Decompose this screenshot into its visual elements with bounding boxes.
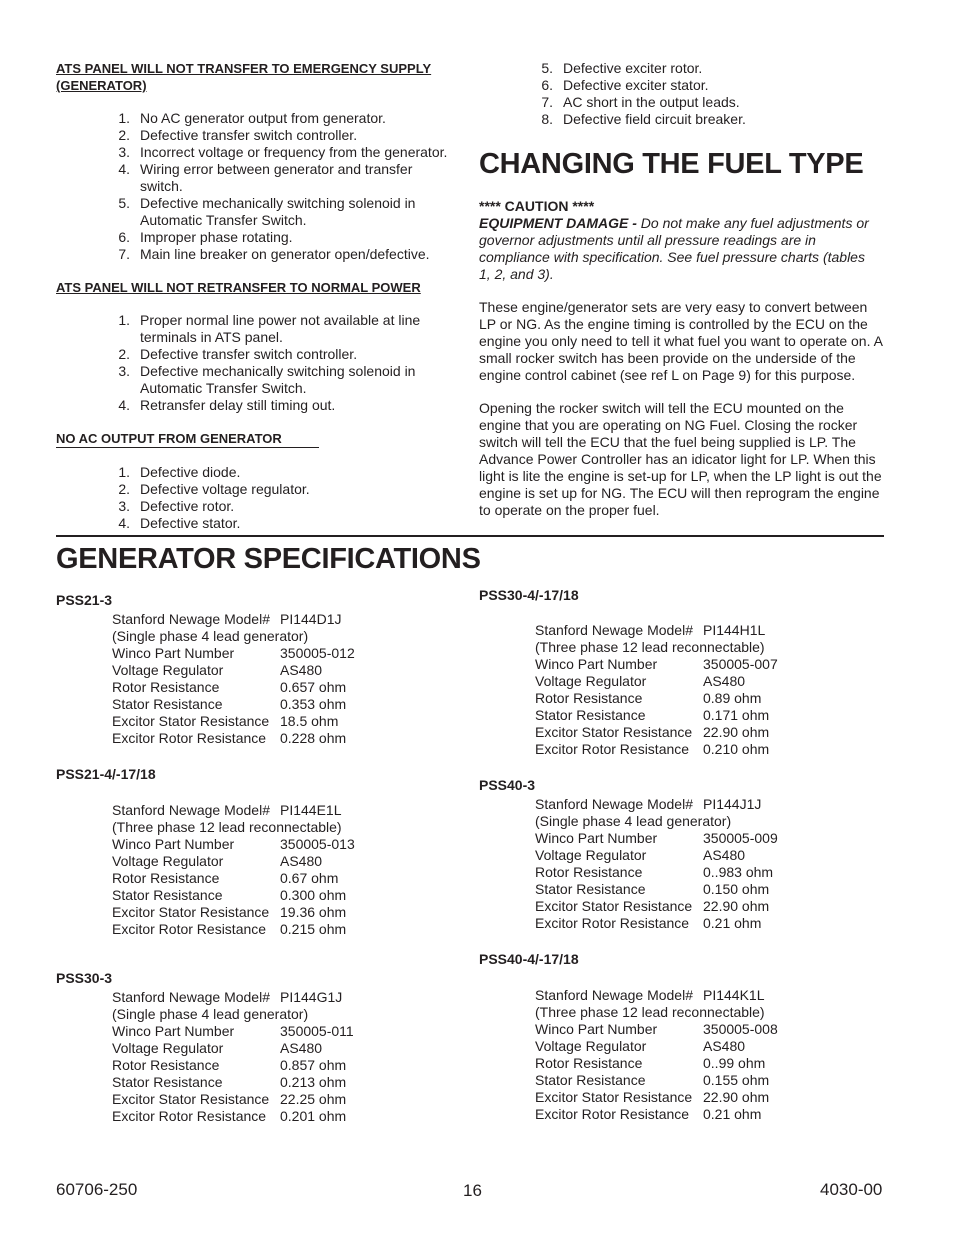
list-item-text: No AC generator output from generator. bbox=[140, 110, 386, 126]
no-ac-list-continued bbox=[535, 60, 880, 128]
spec-label: Stanford Newage Model# bbox=[535, 796, 693, 812]
list-item-text: Defective diode. bbox=[140, 464, 241, 480]
spec-row-model bbox=[535, 796, 835, 813]
spec-row-model bbox=[112, 989, 412, 1006]
specs-title: GENERATOR SPECIFICATIONS bbox=[56, 543, 481, 575]
spec-label: Stanford Newage Model# bbox=[112, 989, 270, 1005]
spec-row bbox=[112, 1091, 412, 1108]
list-item-number: 1. bbox=[118, 110, 130, 126]
list-item-text: Proper normal line power not available at line terminals in ATS panel. bbox=[140, 312, 421, 345]
spec-row bbox=[112, 1040, 412, 1057]
list-item bbox=[535, 60, 880, 77]
spec-row-model bbox=[112, 611, 412, 628]
spec-value: 0.21 ohm bbox=[703, 915, 762, 931]
spec-value: 350005-009 bbox=[703, 830, 778, 846]
list-item-number: 3. bbox=[118, 498, 130, 514]
spec-label: Stanford Newage Model# bbox=[535, 987, 693, 1003]
spec-label: Excitor Rotor Resistance bbox=[112, 730, 267, 746]
spec-row bbox=[112, 730, 412, 747]
list-item-text: Retransfer delay still timing out. bbox=[140, 397, 336, 413]
model-heading: PSS30-3 bbox=[56, 970, 113, 986]
list-item bbox=[112, 229, 457, 246]
spec-row bbox=[535, 1089, 835, 1106]
spec-value: 350005-012 bbox=[280, 645, 355, 661]
spec-value: 0.210 ohm bbox=[703, 741, 770, 757]
spec-value: 0..983 ohm bbox=[703, 864, 774, 880]
list-item-number: 5. bbox=[118, 195, 130, 211]
spec-description: (Three phase 12 lead reconnectable) bbox=[535, 639, 765, 655]
spec-label: Voltage Regulator bbox=[535, 673, 647, 689]
footer-revision: 4030-00 bbox=[820, 1180, 883, 1199]
spec-label: Rotor Resistance bbox=[535, 1055, 643, 1071]
list-item bbox=[112, 161, 457, 195]
spec-row bbox=[535, 864, 835, 881]
footer-document-number: 60706-250 bbox=[56, 1180, 138, 1199]
list-item-text: Main line breaker on generator open/defective. bbox=[140, 246, 430, 262]
list-item-text: Defective voltage regulator. bbox=[140, 481, 310, 497]
list-item bbox=[112, 498, 457, 515]
list-item bbox=[112, 110, 457, 127]
spec-row bbox=[535, 830, 835, 847]
spec-block bbox=[112, 611, 412, 747]
list-item-text: Defective transfer switch controller. bbox=[140, 346, 358, 362]
spec-label: Winco Part Number bbox=[535, 1021, 658, 1037]
spec-value: 22.90 ohm bbox=[703, 724, 770, 740]
spec-value: 0.150 ohm bbox=[703, 881, 770, 897]
spec-label: Stanford Newage Model# bbox=[112, 802, 270, 818]
list-item bbox=[112, 363, 457, 397]
model-heading: PSS21-4/-17/18 bbox=[56, 766, 156, 782]
no-ac-list bbox=[112, 464, 457, 532]
spec-row bbox=[112, 853, 412, 870]
spec-value: 0.21 ohm bbox=[703, 1106, 762, 1122]
list-item-number: 2. bbox=[118, 127, 130, 143]
spec-block bbox=[535, 987, 835, 1123]
spec-row bbox=[535, 1038, 835, 1055]
spec-row bbox=[535, 673, 835, 690]
list-item-number: 2. bbox=[118, 346, 130, 362]
spec-value: 0.89 ohm bbox=[703, 690, 762, 706]
spec-row bbox=[112, 1057, 412, 1074]
spec-label: Stator Resistance bbox=[112, 887, 223, 903]
caution-lead: EQUIPMENT DAMAGE - bbox=[479, 215, 641, 231]
list-item-number: 4. bbox=[118, 161, 130, 177]
caution-body: Do not make any fuel adjustments or governor adjustments until all pressure readings are in compliance with specification. See fuel pressure charts (tables 1, 2, and 3). bbox=[479, 215, 869, 282]
spec-label: Stator Resistance bbox=[535, 881, 646, 897]
list-item-number: 7. bbox=[541, 94, 553, 110]
spec-value: 19.36 ohm bbox=[280, 904, 347, 920]
spec-value: PI144E1L bbox=[280, 802, 342, 818]
spec-value: 0.228 ohm bbox=[280, 730, 347, 746]
model-heading: PSS40-4/-17/18 bbox=[479, 951, 579, 967]
list-item-number: 7. bbox=[118, 246, 130, 262]
spec-label: Excitor Stator Resistance bbox=[535, 724, 693, 740]
spec-label: Rotor Resistance bbox=[112, 870, 220, 886]
model-heading: PSS40-3 bbox=[479, 777, 536, 793]
spec-label: Rotor Resistance bbox=[535, 864, 643, 880]
list-item-text: Defective mechanically switching solenoid in Automatic Transfer Switch. bbox=[140, 195, 416, 228]
spec-value: 22.25 ohm bbox=[280, 1091, 347, 1107]
spec-label: Stator Resistance bbox=[535, 707, 646, 723]
list-item-text: Defective rotor. bbox=[140, 498, 235, 514]
list-item-number: 1. bbox=[118, 464, 130, 480]
list-item-number: 2. bbox=[118, 481, 130, 497]
list-item-number: 6. bbox=[118, 229, 130, 245]
list-item bbox=[112, 312, 457, 346]
spec-value: PI144G1J bbox=[280, 989, 343, 1005]
caution-text bbox=[479, 215, 879, 283]
spec-label: Voltage Regulator bbox=[112, 1040, 224, 1056]
spec-row bbox=[112, 713, 412, 730]
caution-title: **** CAUTION **** bbox=[479, 198, 595, 214]
spec-value: 0.657 ohm bbox=[280, 679, 347, 695]
spec-label: Voltage Regulator bbox=[535, 847, 647, 863]
list-item-text: Wiring error between generator and transfer switch. bbox=[140, 161, 413, 194]
spec-value: 0.857 ohm bbox=[280, 1057, 347, 1073]
spec-value: 350005-013 bbox=[280, 836, 355, 852]
spec-label: Stator Resistance bbox=[535, 1072, 646, 1088]
spec-value: 22.90 ohm bbox=[703, 1089, 770, 1105]
spec-block bbox=[535, 622, 835, 758]
spec-row bbox=[535, 1021, 835, 1038]
spec-label: Stator Resistance bbox=[112, 1074, 223, 1090]
spec-row-model bbox=[535, 622, 835, 639]
list-item bbox=[112, 515, 457, 532]
spec-row bbox=[535, 1106, 835, 1123]
spec-value: PI144K1L bbox=[703, 987, 765, 1003]
list-item bbox=[112, 246, 457, 263]
section-divider bbox=[56, 535, 884, 537]
list-item bbox=[112, 346, 457, 363]
spec-row bbox=[535, 898, 835, 915]
spec-row bbox=[535, 656, 835, 673]
model-heading: PSS30-4/-17/18 bbox=[479, 587, 579, 603]
spec-row bbox=[112, 836, 412, 853]
spec-value: AS480 bbox=[280, 662, 323, 678]
spec-label: Stator Resistance bbox=[112, 696, 223, 712]
list-item-text: AC short in the output leads. bbox=[563, 94, 740, 110]
list-item-number: 3. bbox=[118, 363, 130, 379]
spec-value: AS480 bbox=[280, 853, 323, 869]
spec-value: 22.90 ohm bbox=[703, 898, 770, 914]
spec-row bbox=[535, 690, 835, 707]
spec-description: (Single phase 4 lead generator) bbox=[535, 813, 732, 829]
spec-label: Excitor Rotor Resistance bbox=[535, 741, 690, 757]
ats-transfer-heading: ATS PANEL WILL NOT TRANSFER TO EMERGENCY SUPPLY (GENERATOR) bbox=[56, 61, 432, 93]
spec-row bbox=[112, 870, 412, 887]
spec-row bbox=[535, 1072, 835, 1089]
spec-label: Stanford Newage Model# bbox=[112, 611, 270, 627]
spec-label: Rotor Resistance bbox=[112, 1057, 220, 1073]
spec-block bbox=[112, 802, 412, 938]
spec-label: Voltage Regulator bbox=[112, 662, 224, 678]
spec-row bbox=[112, 904, 412, 921]
spec-row bbox=[112, 887, 412, 904]
spec-value: PI144J1J bbox=[703, 796, 762, 812]
list-item-number: 4. bbox=[118, 515, 130, 531]
fuel-title: CHANGING THE FUEL TYPE bbox=[479, 148, 864, 180]
spec-label: Excitor Rotor Resistance bbox=[535, 915, 690, 931]
spec-row bbox=[112, 1023, 412, 1040]
spec-value: 0.201 ohm bbox=[280, 1108, 347, 1124]
spec-row bbox=[535, 881, 835, 898]
spec-label: Excitor Stator Resistance bbox=[112, 904, 270, 920]
spec-label: Stanford Newage Model# bbox=[535, 622, 693, 638]
ats-retransfer-heading: ATS PANEL WILL NOT RETRANSFER TO NORMAL POWER bbox=[56, 280, 421, 295]
list-item-number: 6. bbox=[541, 77, 553, 93]
list-item-number: 3. bbox=[118, 144, 130, 160]
list-item-text: Defective field circuit breaker. bbox=[563, 111, 746, 127]
no-ac-heading: NO AC OUTPUT FROM GENERATOR bbox=[56, 430, 319, 448]
list-item-text: Defective exciter stator. bbox=[563, 77, 709, 93]
spec-label: Winco Part Number bbox=[535, 656, 658, 672]
list-item bbox=[112, 464, 457, 481]
spec-row bbox=[535, 847, 835, 864]
fuel-paragraph-2: Opening the rocker switch will tell the ECU mounted on the engine that you are operating on NG Fuel. Closing the rocker switch will tell the ECU that the fuel being supplied is LP. The Advance Power Controller has an idicator light for LP. When this light is lite the engine is set-up for LP, when the LP light is out the engine is set up for NG. The ECU will then reprogram the engine to operate on the proper fuel. bbox=[479, 400, 882, 518]
spec-row bbox=[112, 1108, 412, 1125]
footer-page-number: 16 bbox=[463, 1181, 482, 1200]
spec-value: 0.213 ohm bbox=[280, 1074, 347, 1090]
list-item-text: Improper phase rotating. bbox=[140, 229, 293, 245]
list-item-number: 1. bbox=[118, 312, 130, 328]
list-item-text: Defective transfer switch controller. bbox=[140, 127, 358, 143]
spec-value: PI144H1L bbox=[703, 622, 766, 638]
spec-value: 0.155 ohm bbox=[703, 1072, 770, 1088]
spec-value: 0.353 ohm bbox=[280, 696, 347, 712]
spec-label: Winco Part Number bbox=[112, 645, 235, 661]
spec-block bbox=[112, 989, 412, 1125]
list-item-text: Incorrect voltage or frequency from the generator. bbox=[140, 144, 448, 160]
spec-label: Excitor Stator Resistance bbox=[112, 1091, 270, 1107]
spec-label: Excitor Rotor Resistance bbox=[112, 921, 267, 937]
spec-label: Excitor Rotor Resistance bbox=[112, 1108, 267, 1124]
list-item bbox=[112, 397, 457, 414]
spec-value: 350005-007 bbox=[703, 656, 778, 672]
list-item bbox=[535, 77, 880, 94]
spec-value: 0.67 ohm bbox=[280, 870, 339, 886]
spec-value: 18.5 ohm bbox=[280, 713, 339, 729]
spec-row bbox=[112, 1074, 412, 1091]
spec-label: Winco Part Number bbox=[535, 830, 658, 846]
list-item-text: Defective stator. bbox=[140, 515, 241, 531]
spec-value: PI144D1J bbox=[280, 611, 342, 627]
spec-label: Rotor Resistance bbox=[112, 679, 220, 695]
spec-label: Rotor Resistance bbox=[535, 690, 643, 706]
spec-value: 0.300 ohm bbox=[280, 887, 347, 903]
list-item-text: Defective exciter rotor. bbox=[563, 60, 703, 76]
list-item bbox=[535, 94, 880, 111]
list-item bbox=[112, 144, 457, 161]
spec-label: Voltage Regulator bbox=[112, 853, 224, 869]
spec-value: 0.215 ohm bbox=[280, 921, 347, 937]
spec-row bbox=[535, 707, 835, 724]
spec-row bbox=[112, 696, 412, 713]
spec-label: Excitor Stator Resistance bbox=[112, 713, 270, 729]
spec-label: Voltage Regulator bbox=[535, 1038, 647, 1054]
list-item bbox=[112, 127, 457, 144]
spec-value: AS480 bbox=[703, 673, 746, 689]
spec-description: (Single phase 4 lead generator) bbox=[112, 1006, 309, 1022]
ats-retransfer-list bbox=[112, 312, 457, 414]
spec-row bbox=[535, 915, 835, 932]
spec-row bbox=[535, 741, 835, 758]
spec-row bbox=[112, 921, 412, 938]
spec-label: Winco Part Number bbox=[112, 836, 235, 852]
spec-block bbox=[535, 796, 835, 932]
spec-value: AS480 bbox=[703, 847, 746, 863]
spec-label: Winco Part Number bbox=[112, 1023, 235, 1039]
spec-row bbox=[112, 662, 412, 679]
spec-value: 350005-011 bbox=[280, 1023, 354, 1039]
spec-row bbox=[112, 645, 412, 662]
spec-row-model bbox=[112, 802, 412, 819]
spec-value: AS480 bbox=[703, 1038, 746, 1054]
spec-value: AS480 bbox=[280, 1040, 323, 1056]
list-item-text: Defective mechanically switching solenoid in Automatic Transfer Switch. bbox=[140, 363, 416, 396]
spec-description: (Single phase 4 lead generator) bbox=[112, 628, 309, 644]
list-item-number: 8. bbox=[541, 111, 553, 127]
spec-label: Excitor Stator Resistance bbox=[535, 1089, 693, 1105]
ats-transfer-list bbox=[112, 110, 457, 263]
spec-value: 0..99 ohm bbox=[703, 1055, 766, 1071]
spec-row bbox=[535, 1055, 835, 1072]
spec-value: 0.171 ohm bbox=[703, 707, 770, 723]
list-item bbox=[112, 195, 457, 229]
list-item-number: 5. bbox=[541, 60, 553, 76]
spec-label: Excitor Rotor Resistance bbox=[535, 1106, 690, 1122]
list-item-number: 4. bbox=[118, 397, 130, 413]
spec-description: (Three phase 12 lead reconnectable) bbox=[112, 819, 342, 835]
list-item bbox=[112, 481, 457, 498]
fuel-paragraph-1: These engine/generator sets are very easy to convert between LP or NG. As the engine timing is controlled by the ECU on the engine you only need to tell it what fuel you want to operate on. A small rocker switch has been provide on the underside of the engine control cabinet (see ref L on Page 9) for this purpose. bbox=[479, 299, 883, 383]
spec-value: 350005-008 bbox=[703, 1021, 778, 1037]
model-heading: PSS21-3 bbox=[56, 592, 113, 608]
spec-row-model bbox=[535, 987, 835, 1004]
list-item bbox=[535, 111, 880, 128]
spec-description: (Three phase 12 lead reconnectable) bbox=[535, 1004, 765, 1020]
spec-label: Excitor Stator Resistance bbox=[535, 898, 693, 914]
spec-row bbox=[535, 724, 835, 741]
spec-row bbox=[112, 679, 412, 696]
